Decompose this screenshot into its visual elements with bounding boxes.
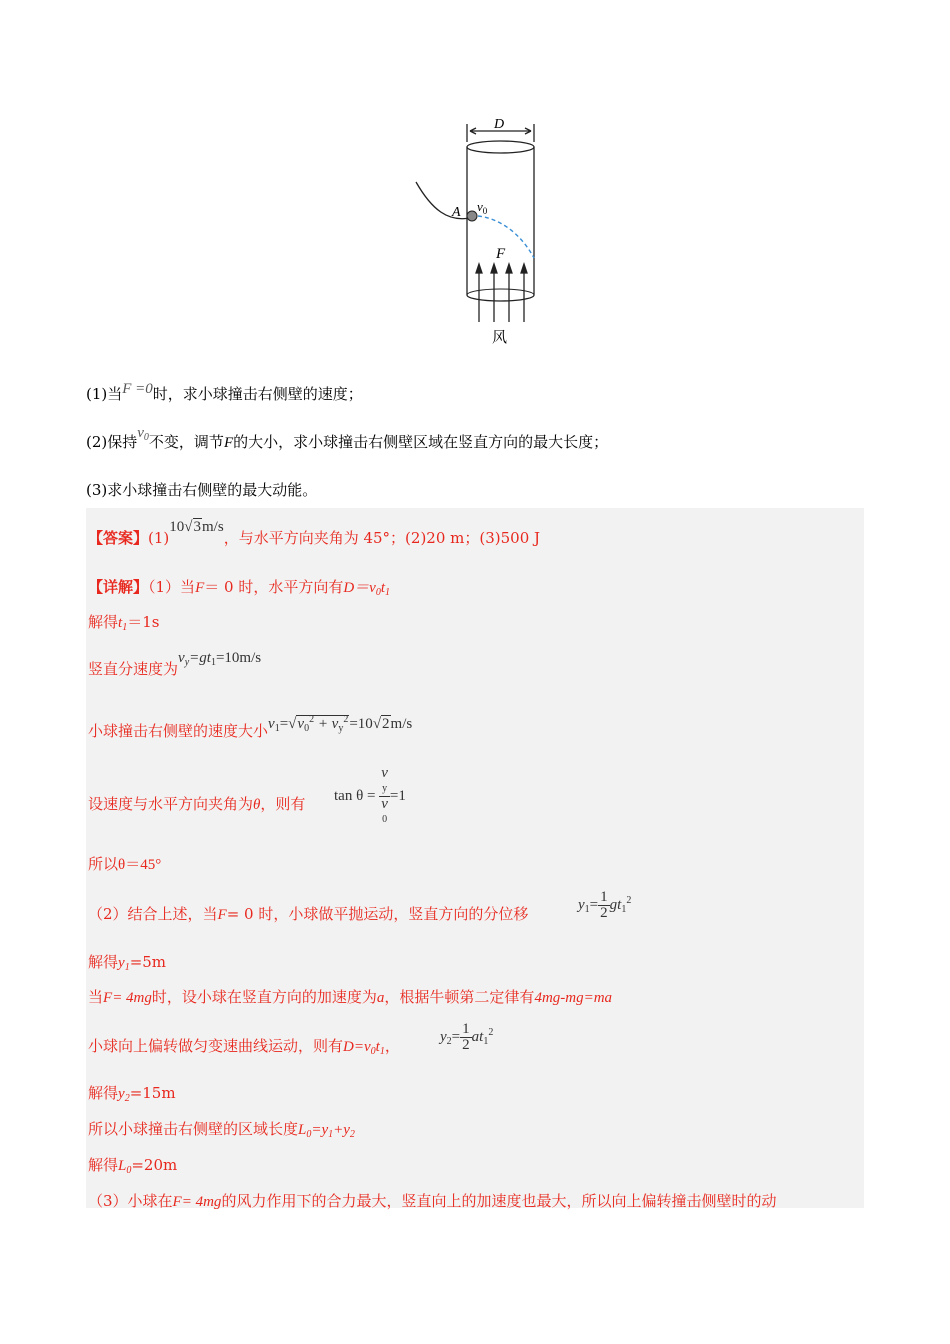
y2-equation: $y_2=$ $\frac{1}{2}$ $at_1^2$: [440, 1021, 494, 1053]
detail-line-1: 【详解】（1）当F＝ 0 时，水平方向有$D=v_0t_1$: [88, 578, 390, 598]
detail-line-7: （2）结合上述，当F= 0 时，小球做平抛运动，竖直方向的分位移: [88, 905, 529, 923]
question-2: (2)保持$v_0$不变，调节F的大小，求小球撞击右侧壁区域在竖直方向的最大长度；: [86, 425, 609, 451]
detail-line-4: 小球撞击右侧壁的速度大小$v_1=√v_0^2 + v_y^2=10√2m/s$: [88, 714, 413, 740]
detail-tag: 【详解】: [88, 578, 149, 596]
detail-line-8: 解得$y_1=5m$: [88, 953, 167, 973]
detail-line-13: 解得$L_0=20m$: [88, 1156, 178, 1176]
label-wind: 风: [492, 328, 508, 346]
question-1: (1)当F =0时，求小球撞击右侧壁的速度；: [86, 381, 363, 403]
detail-line-12: 所以小球撞击右侧壁的区域长度$L_0=y_1+y_2$: [88, 1120, 355, 1140]
label-F: F: [496, 246, 506, 262]
answer-tag: 【答案】: [88, 529, 149, 547]
detail-line-5: 设速度与水平方向夹角为θ，则有: [88, 795, 306, 813]
detail-line-6: 所以θ＝45°: [88, 855, 162, 873]
tan-equation: tan θ = v y v 0 =1: [334, 765, 406, 825]
question-3: (3)求小球撞击右侧壁的最大动能。: [86, 481, 318, 499]
detail-line-11: 解得$y_2=15m$: [88, 1084, 176, 1104]
label-v0: $v_0$: [477, 199, 488, 216]
detail-line-3: 竖直分速度为$v_y=gt_1=10m/s$: [88, 650, 262, 678]
detail-line-14: （3）小球在F= 4mg的风力作用下的合力最大，竖直向上的加速度也最大，所以向上偏转撞击侧壁时的动: [88, 1192, 777, 1210]
detail-line-10: 小球向上偏转做匀变速曲线运动，则有$D=v_0t_1$，: [88, 1037, 400, 1057]
answer-box: [86, 508, 864, 1208]
y1-equation: $y_1=$ $\frac{1}{2}$ $gt_1^2$: [578, 889, 632, 921]
tube-diagram: [410, 110, 550, 350]
answer-line: 【答案】(1)10√3m/s，与水平方向夹角为 45°；(2)20 m；(3)500 J: [88, 519, 541, 547]
label-A: A: [452, 205, 461, 220]
label-D: D: [494, 117, 505, 132]
detail-line-9: 当F= 4mg时，设小球在竖直方向的加速度为a，根据牛顿第二定律有4mg-mg=ma: [88, 988, 613, 1006]
detail-line-2: 解得$t_1=1s$: [88, 613, 160, 633]
